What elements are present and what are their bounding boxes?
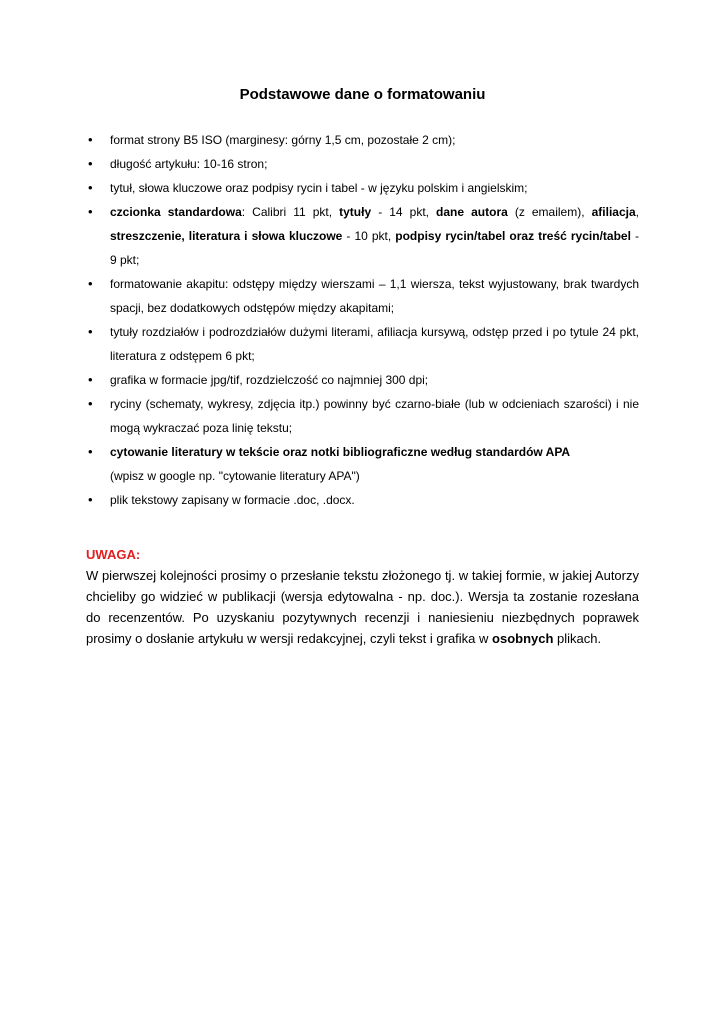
list-item-text: formatowanie akapitu: odstępy między wierszami – 1,1 wiersza, tekst wyjustowany, brak twardych spacji, bez dodatkowych odstępów między akapitami; xyxy=(110,277,639,315)
list-item xyxy=(86,176,639,200)
list-item xyxy=(86,440,639,488)
captions-value: - 9 pkt; xyxy=(110,229,639,267)
note-body-bold: osobnych xyxy=(492,631,554,646)
author-value: (z emailem), xyxy=(507,205,592,219)
list-item-text: grafika w formacie jpg/tif, rozdzielczość co najmniej 300 dpi; xyxy=(110,373,429,387)
list-item-subtext: (wpisz w google np. "cytowanie literatury APA") xyxy=(110,469,360,483)
list-item-text: tytuł, słowa kluczowe oraz podpisy rycin i tabel - w języku polskim i angielskim; xyxy=(110,181,528,195)
author-label: dane autora xyxy=(436,205,508,219)
note-section xyxy=(86,545,639,649)
list-item xyxy=(86,128,639,152)
titles-value: - 14 pkt, xyxy=(371,205,437,219)
list-item xyxy=(86,200,639,272)
list-item xyxy=(86,488,639,512)
note-body-text: W pierwszej kolejności prosimy o przesłanie tekstu złożonego tj. w takiej formie, w jakiej Autorzy chcieliby go widzieć w publikacji (wersja edytowalna - np. doc.). Wersja ta zostanie rozesłana do recenzentów. Po uzyskaniu pozytywnych recenzji i naniesieniu niezbędnych poprawek prosimy o dosłanie artykułu w wersji redakcyjnej, czyli tekst i grafika w xyxy=(86,568,639,646)
list-item-text: cytowanie literatury w tekście oraz notki bibliograficzne według standardów APA xyxy=(110,445,571,459)
abstract-label: streszczenie, literatura i słowa kluczowe xyxy=(110,229,343,243)
note-heading: UWAGA: xyxy=(86,547,141,562)
abstract-value: - 10 pkt, xyxy=(342,229,396,243)
titles-label: tytuły xyxy=(339,205,372,219)
list-item-text: ryciny (schematy, wykresy, zdjęcia itp.) powinny być czarno-białe (lub w odcieniach szarości) i nie mogą wykraczać poza linię tekstu; xyxy=(110,397,639,435)
list-item-text: tytuły rozdziałów i podrozdziałów dużymi literami, afiliacja kursywą, odstęp przed i po tytule 24 pkt, literatura z odstępem 6 pkt; xyxy=(110,325,639,363)
list-item xyxy=(86,368,639,392)
formatting-list xyxy=(86,128,639,512)
list-item-text: długość artykułu: 10-16 stron; xyxy=(110,157,268,171)
separator: , xyxy=(635,205,639,219)
captions-label: podpisy rycin/tabel oraz treść rycin/tabel xyxy=(395,229,631,243)
list-item xyxy=(86,152,639,176)
note-body-end: plikach. xyxy=(553,631,602,646)
font-standard-label: czcionka standardowa xyxy=(110,205,242,219)
list-item xyxy=(86,320,639,368)
document-title: Podstawowe dane o formatowaniu xyxy=(239,86,486,103)
list-item xyxy=(86,272,639,320)
note-body xyxy=(86,565,639,649)
list-item xyxy=(86,392,639,440)
list-item-text: plik tekstowy zapisany w formacie .doc, .docx. xyxy=(110,493,355,507)
font-standard-value: : Calibri 11 pkt, xyxy=(241,205,340,219)
list-item-text: format strony B5 ISO (marginesy: górny 1,5 cm, pozostałe 2 cm); xyxy=(110,133,456,147)
affiliation-label: afiliacja xyxy=(591,205,636,219)
